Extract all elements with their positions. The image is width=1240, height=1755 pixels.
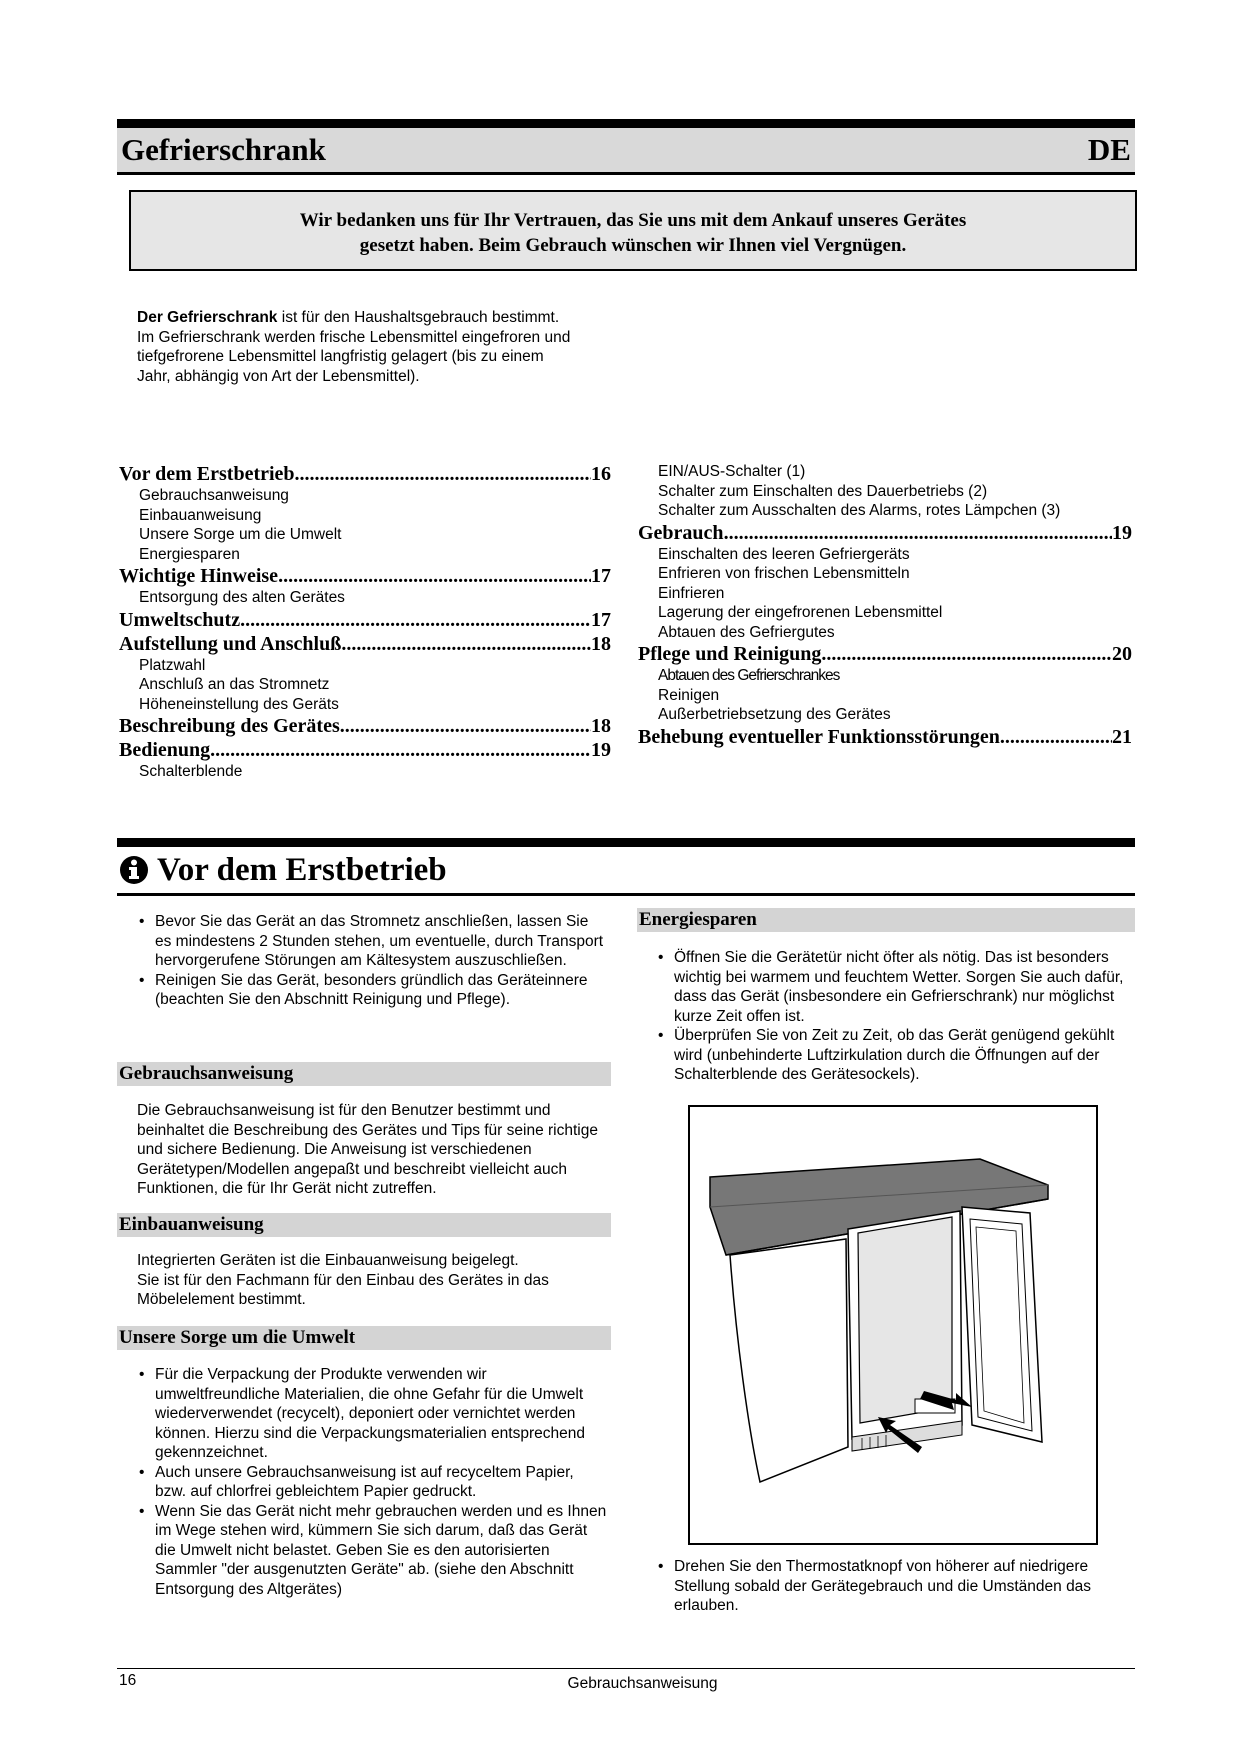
toc-page: 16 [591,463,611,485]
toc-label: Gebrauch [638,521,724,544]
gebrauch-heading: Gebrauchsanweisung [117,1062,611,1086]
toc-subentry[interactable]: Schalter zum Ausschalten des Alarms, rotes Lämpchen (3) [658,502,1061,519]
toc-label: Behebung eventueller Funktionsstörungen [638,725,1000,748]
info-icon [119,855,149,885]
intro-bold: Der Gefrierschrank [137,309,278,326]
toc-entry[interactable] [638,642,1132,666]
toc-label: Wichtige Hinweise [119,565,279,587]
toc-subentry[interactable]: Einbauanweisung [139,506,262,524]
freezer-drawing [690,1107,1096,1543]
intro-line-4: Jahr, abhängig von Art der Lebensmittel). [137,367,420,385]
toc-page: 19 [1112,521,1132,544]
thanks-line-2: gesetzt haben. Beim Gebrauch wünschen wir Ihnen viel Vergnügen. [359,235,907,256]
toc-subentry[interactable]: Unsere Sorge um die Umwelt [139,526,342,543]
toc-subentry[interactable]: Außerbetriebsetzung des Gerätes [658,706,891,723]
toc-subentry[interactable]: Gebrauchsanweisung [139,487,289,504]
toc-label: Pflege und Reinigung [638,643,822,665]
intro-paragraph [137,308,627,386]
toc-label: Aufstellung und Anschluß [119,632,342,655]
list-item: • Auch unsere Gebrauchsanweisung ist auf recyceltem Papier, bzw. auf chlorfrei gebleichtem Papier gedruckt. [137,1463,607,1502]
toc-subentry[interactable]: Energiesparen [139,545,240,563]
toc-entry[interactable] [119,738,611,762]
toc-entry[interactable] [119,462,611,486]
toc-subentry[interactable]: Anschluß an das Stromnetz [139,676,330,693]
toc-entry[interactable] [119,632,611,656]
list-item: • Bevor Sie das Gerät an das Stromnetz anschließen, lassen Sie es mindestens 2 Stunden stehen, um eventuelle, durch Transport hervorgerufene Störungen am Kältesystem auszuschließen. [137,912,607,971]
toc-subentry[interactable]: Entsorgung des alten Gerätes [139,589,345,606]
toc-label: Umweltschutz [119,608,241,631]
toc-subentry[interactable]: Einschalten des leeren Gefriergeräts [658,545,910,563]
intro-rest: ist für den Haushaltsgebrauch bestimmt. [277,309,560,326]
toc-subentry[interactable]: EIN/AUS-Schalter (1) [658,463,806,480]
energie-heading: Energiesparen [637,908,1135,932]
section-title: Vor dem Erstbetrieb [157,851,447,888]
toc-subentry[interactable]: Abtauen des Gefrierschrankes [658,667,840,684]
toc-subentry[interactable]: Schalter zum Einschalten des Dauerbetriebs (2) [658,482,988,500]
toc-page: 21 [1112,725,1132,748]
toc-page: 18 [591,632,611,655]
title-bar [117,119,1135,175]
toc-entry[interactable] [119,564,611,588]
section-heading [117,838,1135,896]
footer-title: Gebrauchsanweisung [567,1675,718,1692]
list-item: • Für die Verpackung der Produkte verwenden wir umweltfreundliche Materialien, die ohne Gefahr für die Umwelt wiederverwendet (recycelt), deponiert oder vernichtet werden können. Hierzu sind die Verpackungsmaterialien entsprechend gekennzeichnet. [137,1365,607,1463]
energie-last-bullet [656,1557,1132,1616]
intro-bullets [137,912,607,1010]
toc-entry[interactable] [119,608,611,632]
list-item: • Drehen Sie den Thermostatknopf von höherer auf niedrigere Stellung sobald der Gerätegebrauch und die Umständen das erlauben. [656,1557,1132,1616]
intro-line-3: tiefgefrorene Lebensmittel langfristig gelagert (bis zu einem [137,348,544,365]
toc-page: 20 [1112,643,1132,665]
umwelt-heading: Unsere Sorge um die Umwelt [117,1326,611,1350]
toc-subentry[interactable]: Höheneinstellung des Geräts [139,695,339,713]
toc-subentry[interactable]: Enfrieren von frischen Lebensmitteln [658,565,910,582]
toc-subentry[interactable]: Abtauen des Gefriergutes [658,623,835,641]
einbau-line-2: Sie ist für den Fachmann für den Einbau des Gerätes in das Möbelelement bestimmt. [137,1271,549,1308]
toc-left [119,462,611,782]
toc-label: Bedienung [119,739,211,761]
freezer-illustration [688,1105,1098,1545]
list-item: • Reinigen Sie das Gerät, besonders gründlich das Geräteinnere (beachten Sie den Abschnitt Reinigung und Pflege). [137,971,607,1010]
thanks-box [129,190,1137,271]
toc-page: 19 [591,739,611,761]
toc-page: 18 [591,715,611,737]
toc-page: 17 [591,608,611,631]
page-number: 16 [119,1672,137,1689]
einbau-heading: Einbauanweisung [117,1213,611,1237]
toc-label: Beschreibung des Gerätes [119,715,340,737]
energie-bullets [656,948,1128,1085]
toc-subentry[interactable]: Platzwahl [139,656,206,674]
toc-label: Vor dem Erstbetrieb [119,463,295,485]
toc-entry[interactable] [638,521,1132,545]
einbau-text [137,1251,617,1310]
toc-page: 17 [591,565,611,587]
toc-entry[interactable] [119,714,611,738]
toc-right [638,462,1132,749]
language-code: DE [1087,132,1131,167]
page-title: Gefrierschrank [121,132,326,167]
toc-subentry[interactable]: Reinigen [658,686,720,704]
footer-divider [117,1668,1135,1669]
toc-subentry[interactable]: Lagerung der eingefrorenen Lebensmittel [658,604,943,621]
toc-entry[interactable] [638,725,1132,749]
toc-subentry[interactable]: Schalterblende [139,763,243,780]
list-item: • Überprüfen Sie von Zeit zu Zeit, ob das Gerät genügend gekühlt wird (unbehinderte Luftzirkulation durch die Öffnungen auf der Schalterblende des Gerätesockels). [656,1026,1128,1085]
gebrauch-text: Die Gebrauchsanweisung ist für den Benutzer bestimmt und beinhaltet die Beschreibung des Gerätes und Tips für seine richtige und sichere Bedienung. Die Anweisung ist verschiedenen Gerätetypen/Modellen angepaßt und beschreibt vielleicht auch Funktionen, die für Ihr Gerät nicht zutreffen. [137,1102,598,1197]
list-item: • Wenn Sie das Gerät nicht mehr gebrauchen werden und es Ihnen im Wege stehen wird, kümmern Sie sich darum, daß das Gerät die Umwelt nicht belastet. Geben Sie es den autorisierten Sammler "der ausgenutzten Geräte" ab. (siehe den Abschnitt Entsorgung des Altgerätes) [137,1502,607,1600]
thanks-line-1: Wir bedanken uns für Ihr Vertrauen, das Sie uns mit dem Ankauf unseres Gerätes [299,210,967,231]
list-item: • Öffnen Sie die Gerätetür nicht öfter als nötig. Das ist besonders wichtig bei warmem und feuchtem Wetter. Sorgen Sie auch dafür, dass das Gerät (insbesondere ein Gefrierschrank) nur möglichst kurze Zeit offen ist. [656,948,1128,1026]
toc-subentry[interactable]: Einfrieren [658,584,725,602]
umwelt-bullets [137,1365,607,1599]
einbau-line-1: Integrierten Geräten ist die Einbauanweisung beigelegt. [137,1252,519,1269]
intro-line-2: Im Gefrierschrank werden frische Lebensmittel eingefroren und [137,328,571,346]
